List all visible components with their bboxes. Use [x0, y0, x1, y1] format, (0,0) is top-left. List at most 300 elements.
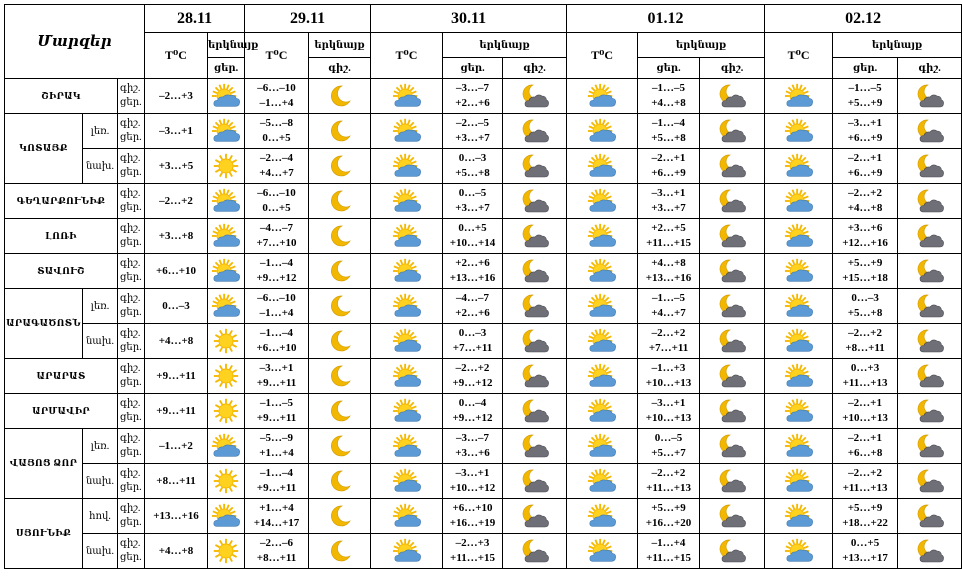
- temp-cell: [638, 534, 700, 569]
- partly-cloudy-icon: [765, 429, 833, 464]
- moon-icon: [309, 79, 371, 114]
- sun-icon: [208, 149, 245, 184]
- temp-cell: [833, 429, 898, 464]
- night-temp: –2…+1: [848, 152, 882, 164]
- day-temp: +13…+17: [842, 552, 888, 564]
- temp-cell: [443, 289, 503, 324]
- temp-cell: [833, 394, 898, 429]
- temp-cell: [245, 114, 309, 149]
- date-header-4: 02.12: [765, 5, 962, 33]
- table-row: [5, 149, 962, 184]
- night-temp: –2…+2: [848, 467, 882, 479]
- night-label: գիշ.: [120, 118, 141, 129]
- cloudy-night-icon: [898, 324, 962, 359]
- time-of-day: [118, 359, 145, 394]
- temp-cell: [245, 499, 309, 534]
- partly-cloudy-icon: [371, 79, 443, 114]
- day-temp: +11…+15: [646, 237, 692, 249]
- region-name: ԿՈՏԱՅՔ: [5, 114, 83, 184]
- sub-area-label: հով.: [83, 499, 118, 534]
- day-temp: +10…+13: [645, 377, 692, 389]
- temp-cell: +4…+8: [145, 534, 208, 569]
- temp-cell: –2…+2: [145, 184, 208, 219]
- temp-cell: +4…+8: [145, 324, 208, 359]
- night-temp: –2…+1: [848, 432, 882, 444]
- partly-cloudy-icon: [208, 79, 245, 114]
- time-of-day: [118, 254, 145, 289]
- partly-cloudy-icon: [567, 534, 638, 569]
- temp-cell: [638, 219, 700, 254]
- sun-icon: [208, 464, 245, 499]
- partly-cloudy-icon: [567, 289, 638, 324]
- sky-header: երկնայք: [638, 33, 765, 58]
- partly-cloudy-icon: [567, 324, 638, 359]
- night-label: գիշ.: [120, 188, 141, 199]
- day-temp: 0…+5: [262, 202, 291, 214]
- night-temp: –2…+2: [848, 327, 882, 339]
- night-temp: –2…+2: [848, 187, 882, 199]
- partly-cloudy-icon: [567, 219, 638, 254]
- night-temp: –2…+1: [651, 152, 686, 164]
- day-temp: +5…+7: [651, 447, 686, 459]
- region-name: ՇԻՐԱԿ: [5, 79, 118, 114]
- night-label: գիշ.: [120, 258, 141, 269]
- cloudy-night-icon: [898, 184, 962, 219]
- day-label: ցեր.: [120, 272, 142, 283]
- partly-cloudy-icon: [371, 219, 443, 254]
- partly-cloudy-icon: [567, 499, 638, 534]
- night-label: գիշ.: [120, 293, 141, 304]
- cloudy-night-icon: [700, 289, 765, 324]
- night-temp: 0…–5: [654, 432, 683, 444]
- temp-cell: [443, 149, 503, 184]
- temp-cell: –2…+3: [145, 79, 208, 114]
- partly-cloudy-icon: [567, 394, 638, 429]
- moon-icon: [309, 289, 371, 324]
- day-temp: +4…+8: [847, 202, 883, 214]
- partly-cloudy-icon: [208, 429, 245, 464]
- day-temp: +10…+12: [449, 482, 496, 494]
- cloudy-night-icon: [503, 254, 567, 289]
- temp-cell: [245, 149, 309, 184]
- day-temp: +11…+13: [842, 377, 888, 389]
- day-temp: +10…+13: [645, 412, 692, 424]
- night-temp: –6…–10: [257, 82, 296, 94]
- temp-cell: [443, 394, 503, 429]
- night-temp: –1…–5: [848, 82, 882, 94]
- cloudy-night-icon: [700, 429, 765, 464]
- sub-area-label: նախ.: [83, 464, 118, 499]
- temp-cell: [443, 359, 503, 394]
- day-label: ցեր.: [120, 97, 142, 108]
- table-row: [5, 464, 962, 499]
- day-temp: +10…+13: [842, 412, 888, 424]
- day-temp: +1…+4: [259, 447, 294, 459]
- sky-header: երկնայք: [309, 33, 371, 58]
- sky-header: երկնայք: [208, 33, 245, 58]
- night-temp: –3…+1: [651, 187, 686, 199]
- cloudy-night-icon: [898, 289, 962, 324]
- temp-cell: [638, 499, 700, 534]
- partly-cloudy-icon: [567, 464, 638, 499]
- table-row: [5, 289, 962, 324]
- night-temp: –1…+3: [651, 362, 686, 374]
- temp-cell: [443, 184, 503, 219]
- day-temp: +4…+7: [651, 307, 686, 319]
- temp-cell: –3…+1: [145, 114, 208, 149]
- moon-icon: [309, 149, 371, 184]
- night-label: գիշ.: [120, 153, 141, 164]
- day-label: ցեր.: [443, 58, 503, 79]
- day-temp: +7…+11: [452, 342, 493, 354]
- partly-cloudy-icon: [371, 324, 443, 359]
- day-temp: +9…+12: [256, 272, 297, 284]
- partly-cloudy-icon: [765, 534, 833, 569]
- table-row: [5, 394, 962, 429]
- day-temp: +5…+9: [847, 97, 883, 109]
- day-label: ցեր.: [120, 342, 142, 353]
- day-temp: +12…+16: [842, 237, 888, 249]
- temp-cell: [245, 324, 309, 359]
- temp-cell: [833, 254, 898, 289]
- day-temp: +16…+19: [449, 517, 496, 529]
- temp-cell: +6…+10: [145, 254, 208, 289]
- day-label: ցեր.: [120, 132, 142, 143]
- temp-cell: [443, 534, 503, 569]
- day-temp: +3…+7: [651, 202, 686, 214]
- night-label: գիշ.: [120, 433, 141, 444]
- temp-cell: [638, 324, 700, 359]
- temp-cell: [833, 219, 898, 254]
- cloudy-night-icon: [898, 464, 962, 499]
- moon-icon: [309, 534, 371, 569]
- region-header: Մարզեր: [5, 5, 145, 79]
- partly-cloudy-icon: [765, 79, 833, 114]
- partly-cloudy-icon: [567, 79, 638, 114]
- night-temp: –2…+2: [455, 362, 490, 374]
- moon-icon: [309, 464, 371, 499]
- region-name: ԱՐՄԱՎԻՐ: [5, 394, 118, 429]
- night-temp: –1…–4: [260, 467, 294, 479]
- time-of-day: [118, 149, 145, 184]
- cloudy-night-icon: [700, 219, 765, 254]
- temp-cell: 0…–3: [145, 289, 208, 324]
- day-temp: +7…+11: [648, 342, 689, 354]
- day-temp: +9…+11: [256, 482, 297, 494]
- time-of-day: [118, 394, 145, 429]
- night-temp: –2…+2: [651, 467, 686, 479]
- night-temp: –2…+2: [651, 327, 686, 339]
- temp-cell: [443, 324, 503, 359]
- sun-icon: [208, 324, 245, 359]
- sun-icon: [208, 359, 245, 394]
- cloudy-night-icon: [503, 359, 567, 394]
- night-temp: –4…–7: [260, 222, 294, 234]
- night-label: գիշ.: [120, 398, 141, 409]
- night-label: գիշ.: [700, 58, 765, 79]
- partly-cloudy-icon: [371, 394, 443, 429]
- day-temp: +6…+9: [651, 167, 686, 179]
- night-temp: –1…–4: [652, 117, 686, 129]
- day-label: ցեր.: [120, 307, 142, 318]
- table-row: [5, 79, 962, 114]
- day-temp: +11…+13: [842, 482, 888, 494]
- cloudy-night-icon: [503, 79, 567, 114]
- table-row: [5, 184, 962, 219]
- temp-cell: [245, 289, 309, 324]
- partly-cloudy-icon: [371, 359, 443, 394]
- time-of-day: [118, 289, 145, 324]
- temp-cell: [833, 359, 898, 394]
- cloudy-night-icon: [700, 359, 765, 394]
- forecast-body: [5, 79, 962, 569]
- night-temp: 0…+5: [850, 537, 880, 549]
- day-temp: +8…+11: [256, 552, 297, 564]
- temp-cell: [245, 219, 309, 254]
- date-header-3: 01.12: [567, 5, 765, 33]
- temp-cell: [638, 359, 700, 394]
- night-temp: 0…–3: [458, 327, 487, 339]
- temp-cell: [245, 79, 309, 114]
- night-temp: –2…–4: [260, 152, 294, 164]
- night-temp: –6…–10: [257, 292, 296, 304]
- day-temp: +13…+16: [645, 272, 692, 284]
- region-name: ՎԱՅՈՑ ՁՈՐ: [5, 429, 83, 499]
- time-of-day: [118, 184, 145, 219]
- night-temp: +5…+9: [651, 502, 686, 514]
- sub-area-label: նախ.: [83, 149, 118, 184]
- night-temp: –3…–7: [456, 432, 490, 444]
- night-temp: –1…–5: [652, 82, 686, 94]
- table-row: [5, 219, 962, 254]
- temp-cell: –1…+2: [145, 429, 208, 464]
- night-temp: +6…+10: [452, 502, 493, 514]
- day-temp: +9…+11: [256, 377, 297, 389]
- night-temp: –3…–7: [456, 82, 490, 94]
- day-temp: –1…+4: [259, 97, 294, 109]
- day-temp: +3…+6: [455, 447, 490, 459]
- night-temp: 0…+3: [850, 362, 880, 374]
- night-temp: –3…+1: [848, 117, 882, 129]
- night-temp: 0…–4: [458, 397, 487, 409]
- day-temp: +9…+12: [452, 377, 493, 389]
- day-temp: +18…+22: [842, 517, 888, 529]
- cloudy-night-icon: [898, 499, 962, 534]
- temp-header: T⁰C: [765, 33, 833, 79]
- day-temp: +9…+12: [452, 412, 493, 424]
- cloudy-night-icon: [700, 184, 765, 219]
- sub-area-label: լեռ.: [83, 289, 118, 324]
- moon-icon: [309, 114, 371, 149]
- day-temp: +3…+7: [455, 202, 490, 214]
- table-row: [5, 254, 962, 289]
- partly-cloudy-icon: [765, 499, 833, 534]
- day-temp: +4…+8: [651, 97, 686, 109]
- table-row: [5, 429, 962, 464]
- partly-cloudy-icon: [765, 149, 833, 184]
- day-temp: +6…+8: [847, 447, 883, 459]
- cloudy-night-icon: [700, 534, 765, 569]
- night-temp: –4…–7: [456, 292, 490, 304]
- temp-cell: [638, 254, 700, 289]
- day-label: ցեր.: [120, 517, 142, 528]
- partly-cloudy-icon: [567, 114, 638, 149]
- day-temp: +14…+17: [253, 517, 300, 529]
- day-label: ցեր.: [833, 58, 898, 79]
- cloudy-night-icon: [898, 114, 962, 149]
- partly-cloudy-icon: [208, 184, 245, 219]
- region-name: ԼՈՌԻ: [5, 219, 118, 254]
- temp-cell: [443, 429, 503, 464]
- day-label: ցեր.: [120, 202, 142, 213]
- night-temp: –1…+4: [651, 537, 686, 549]
- partly-cloudy-icon: [371, 149, 443, 184]
- day-temp: +6…+10: [256, 342, 297, 354]
- night-temp: +1…+4: [259, 502, 294, 514]
- temp-cell: [833, 184, 898, 219]
- day-label: ցեր.: [208, 58, 245, 79]
- cloudy-night-icon: [503, 534, 567, 569]
- day-temp: +11…+13: [646, 482, 692, 494]
- day-temp: +7…+10: [256, 237, 297, 249]
- temp-cell: [638, 429, 700, 464]
- time-of-day: [118, 114, 145, 149]
- temp-header: T⁰C: [371, 33, 443, 79]
- temp-cell: [833, 464, 898, 499]
- day-label: ցեր.: [120, 377, 142, 388]
- table-row: [5, 499, 962, 534]
- night-temp: –3…+1: [651, 397, 686, 409]
- day-temp: +5…+8: [847, 307, 883, 319]
- day-temp: +16…+20: [645, 517, 692, 529]
- temp-cell: [638, 184, 700, 219]
- cloudy-night-icon: [700, 114, 765, 149]
- temp-cell: +3…+5: [145, 149, 208, 184]
- temp-cell: [638, 289, 700, 324]
- sub-area-label: նախ.: [83, 324, 118, 359]
- partly-cloudy-icon: [208, 289, 245, 324]
- night-temp: +2…+5: [651, 222, 686, 234]
- temp-header: T⁰C: [245, 33, 309, 79]
- night-temp: 0…–3: [851, 292, 879, 304]
- day-temp: +9…+11: [256, 412, 297, 424]
- day-label: ցեր.: [120, 552, 142, 563]
- day-temp: +4…+7: [259, 167, 294, 179]
- night-label: գիշ.: [120, 503, 141, 514]
- night-label: գիշ.: [120, 223, 141, 234]
- partly-cloudy-icon: [765, 254, 833, 289]
- day-label: ցեր.: [120, 447, 142, 458]
- temp-cell: [638, 79, 700, 114]
- night-label: գիշ.: [898, 58, 962, 79]
- partly-cloudy-icon: [371, 429, 443, 464]
- partly-cloudy-icon: [765, 394, 833, 429]
- night-temp: –1…–4: [260, 257, 294, 269]
- sun-icon: [208, 534, 245, 569]
- sun-icon: [208, 394, 245, 429]
- temp-cell: [638, 149, 700, 184]
- night-temp: 0…–5: [458, 187, 487, 199]
- moon-icon: [309, 499, 371, 534]
- partly-cloudy-icon: [208, 499, 245, 534]
- moon-icon: [309, 359, 371, 394]
- cloudy-night-icon: [503, 464, 567, 499]
- cloudy-night-icon: [503, 219, 567, 254]
- temp-header: T⁰C: [145, 33, 208, 79]
- table-row: [5, 534, 962, 569]
- temp-cell: [833, 79, 898, 114]
- temp-cell: [443, 114, 503, 149]
- sky-header: երկնայք: [443, 33, 567, 58]
- forecast-table: [4, 4, 962, 569]
- day-temp: –1…+4: [259, 307, 294, 319]
- temp-cell: [443, 79, 503, 114]
- temp-cell: [245, 184, 309, 219]
- day-label: ցեր.: [120, 412, 142, 423]
- temp-cell: [245, 464, 309, 499]
- moon-icon: [309, 429, 371, 464]
- time-of-day: [118, 429, 145, 464]
- day-temp: +5…+8: [455, 167, 490, 179]
- partly-cloudy-icon: [765, 114, 833, 149]
- temp-cell: [833, 534, 898, 569]
- partly-cloudy-icon: [371, 114, 443, 149]
- partly-cloudy-icon: [765, 184, 833, 219]
- cloudy-night-icon: [898, 359, 962, 394]
- day-label: ցեր.: [120, 167, 142, 178]
- temp-cell: [245, 359, 309, 394]
- night-temp: +3…+6: [847, 222, 883, 234]
- cloudy-night-icon: [898, 254, 962, 289]
- moon-icon: [309, 219, 371, 254]
- temp-cell: +3…+8: [145, 219, 208, 254]
- cloudy-night-icon: [700, 149, 765, 184]
- night-temp: –2…+1: [848, 397, 882, 409]
- temp-header: T⁰C: [567, 33, 638, 79]
- cloudy-night-icon: [700, 254, 765, 289]
- day-label: ցեր.: [120, 482, 142, 493]
- night-temp: +5…+9: [847, 502, 883, 514]
- moon-icon: [309, 254, 371, 289]
- temp-cell: [833, 149, 898, 184]
- temp-cell: [443, 499, 503, 534]
- table-row: [5, 114, 962, 149]
- day-temp: +3…+7: [455, 132, 490, 144]
- cloudy-night-icon: [503, 114, 567, 149]
- night-temp: –6…–10: [257, 187, 296, 199]
- cloudy-night-icon: [503, 324, 567, 359]
- day-label: ցեր.: [120, 237, 142, 248]
- night-label: գիշ.: [120, 328, 141, 339]
- day-temp: +13…+16: [449, 272, 496, 284]
- cloudy-night-icon: [700, 499, 765, 534]
- partly-cloudy-icon: [371, 464, 443, 499]
- cloudy-night-icon: [898, 394, 962, 429]
- moon-icon: [309, 184, 371, 219]
- night-temp: –1…–5: [260, 397, 294, 409]
- night-temp: –5…–9: [260, 432, 294, 444]
- partly-cloudy-icon: [371, 534, 443, 569]
- cloudy-night-icon: [898, 534, 962, 569]
- region-name: ԱՐԱԳԱԾՈՏՆ: [5, 289, 83, 359]
- time-of-day: [118, 219, 145, 254]
- temp-cell: [833, 499, 898, 534]
- partly-cloudy-icon: [567, 184, 638, 219]
- night-temp: –3…+1: [259, 362, 294, 374]
- cloudy-night-icon: [503, 499, 567, 534]
- day-temp: +11…+15: [450, 552, 495, 564]
- region-name: ԳԵՂԱՐՔՈՒՆԻՔ: [5, 184, 118, 219]
